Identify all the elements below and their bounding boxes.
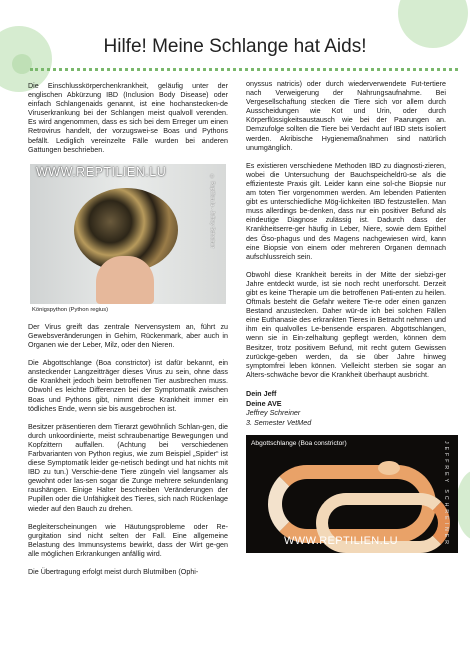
title-divider (30, 68, 458, 71)
paragraph: Die Einschlusskörperchenkrankheit, geläufig unter der englischen Abkürzung IBD (Inclusion Body Disease) oder einfach Schlangenaids genannt, ist eine hochanstecken-de Viruserkrankung bei der Schlangen meist qualvoll verenden. Es wird angenommen, dass es sich bei dem Erreger um einen Retrovirus handelt, der vorzugswei-se Boas und Pythons befällt. Lediglich vereinzelte Fälle wurden bei anderen Gattungen beschrieben. (28, 82, 228, 154)
watermark-side: JEFFREY SCHREINER (443, 441, 449, 548)
signature-line: Deine AVE (246, 398, 282, 408)
paragraph: Begleiterscheinungen wie Häutungsprobleme oder Re-gurgitation sind nicht selten der Fall. Eine allgemeine Belastung des Immunsystems bewirkt, dass der Wirt ge-gen alle möglichen Erkrankungen anfällig wird. (28, 522, 228, 558)
paragraph: Der Virus greift das zentrale Nervensystem an, führt zu Gewebsveränderungen in Gehirn, Rückenmark, aber auch in Organen wie der Leber, Milz, oder den Nieren. (28, 322, 228, 350)
left-column (28, 82, 228, 586)
right-column (246, 80, 449, 553)
author-semester: 3. Semester VetMed (246, 417, 312, 427)
figure-caption: Königspython (Python regius) (32, 306, 109, 313)
figure-caption: Abgottschlange (Boa constrictor) (251, 440, 347, 448)
watermark-url: WWW.REPTILIEN.LU (284, 535, 398, 548)
watermark-side: © Reptilien.lu - Jeffrey Schreiner (209, 173, 215, 249)
boa-constrictor-photo (246, 435, 458, 553)
watermark-url: WWW.REPTILIEN.LU (36, 164, 167, 179)
signature-block (246, 389, 446, 427)
royal-python-photo (30, 164, 226, 304)
paragraph: Die Übertragung erfolgt meist durch Blutmilben (Ophi- (28, 568, 199, 576)
decor-circle (456, 470, 470, 540)
paragraph: onyssus natricis) oder durch wiederverwendete Fut-tertiere nach Verweigerung der Nahrungsaufnahme. Bei Vergesellschaftung stecken die Tiere sich vor allem durch Ausscheidungen wie Kot und Urin, oder durch Körperflüssigkeitsaustausch wie bei der Paarungen an. Demzufolge sollten die Tiere bei Verdacht auf IBD stets isoliert werden. Akribische Hygienemaßnahmen sind natürlich unumgänglich. (246, 80, 446, 152)
author-name: Jeffrey Schreiner (246, 408, 301, 418)
page-title: Hilfe! Meine Schlange hat Aids! (103, 36, 367, 57)
paragraph: Es existieren verschiedene Methoden IBD zu diagnosti-zieren, wobei die Untersuchung der Bauchspeicheldrü-se als die effizienteste Praxis gilt. Leider kann eine sol-che Biopsie nur am toten Tier vorgenommen werden. Am lebenden Patienten gibt es unterschiedliche Mög-lichkeiten IBD festzustellen. Man muss allerdings be-denken, dass nur ein positiver Befund als eindeutige Diagnose zulässig ist. Dadurch dass der Krankheitserre-ger häufig in Leber, Niere, sowie dem Epithel des Öso-phagus und des Magens nachgewiesen wird, kann eine Biopsie von einem oder mehreren Organen demnach aufschlussreich sein. (246, 161, 446, 261)
hand-shape (96, 256, 154, 304)
paragraph: Obwohl diese Krankheit bereits in der Mitte der siebzi-ger Jahre entdeckt wurde, ist sie noch recht unerforscht. Derzeit gibt es keine Therapie um die betroffenen Pati-enten zu heilen. Oftmals besteht die Gefahr weitere Tie-re oder einen ganzen Bestand anzustecken. Daher wür-de ich bei solchen Fällen eine Euthanasie des erkrankten Tieres in Betracht nehmen und ihm ein qualvolles Le-bensende ersparen. Abgottschlangen, wenn sie in Ein-zelhaltung gepflegt werden, können dem Besitzer, trotz positivem Befund, mit recht gutem Gewissen zurückge-geben werden, da sie über Jahre hinweg symptomfrei leben können. Vielleicht sterben sie sogar an Alters-schwäche bevor die Krankheit überhaupt ausbricht. (246, 270, 446, 379)
paragraph: Besitzer präsentieren dem Tierarzt gewöhnlich Schlan-gen, die durch unkoordinierte, meist schraubenartige Bewegungen und Kopfzittern auffallen. (Achtung bei verschiedenen Farbvarianten von Python regius, wie zum Beispiel „Spider“ ist diese Symptomatik leider ge-netisch bedingt und hat nichts mit IBD zu tun.) Verschie-dene Tiere züngeln viel langsamer als gewohnt oder las-sen sogar die Zunge mehrere sekundenlang raushängen. Einige Halter beschreiben Veränderungen der Pupillen oder die Unfähigkeit des Tieres, sich nach Rückenlage wieder auf den Bauch zu drehen. (28, 422, 228, 513)
paragraph: Die Abgottschlange (Boa constrictor) ist dafür bekannt, ein ansteckender Langzeitträger dieses Virus zu sein, ohne dass die Krankheit jedoch beim betroffenen Tier ausbrechen muss. Obwohl es leichte Differenzen bei der Symptomatik zwischen Boas und Pythons gibt, nimmt diese Krankheit immer ein tödliches Ende, wenn sie bis ausgebrochen ist. (28, 359, 228, 413)
figure-royal-python (28, 164, 228, 315)
signature-line: Dein Jeff (246, 388, 277, 398)
